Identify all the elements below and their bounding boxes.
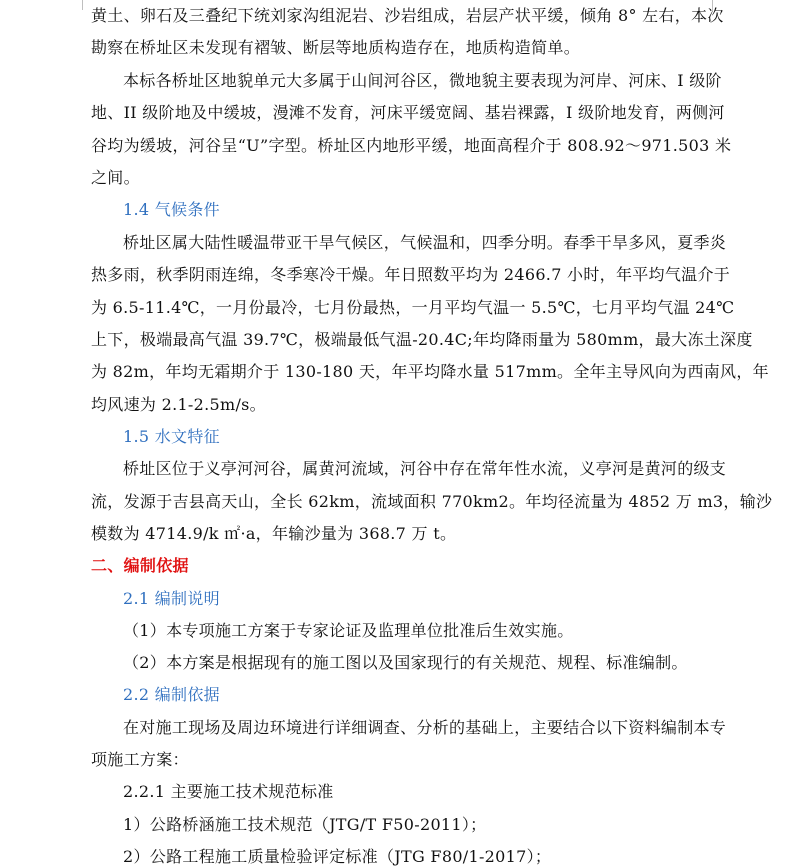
list-item: （1）本专项施工方案于专家论证及监理单位批准后生效实施。 <box>123 621 574 640</box>
paragraph-line: 之间。 <box>91 168 140 187</box>
margin-mark-left-vertical <box>82 0 83 10</box>
paragraph-line: 为 6.5-11.4℃，一月份最冷，七月份最热，一月平均气温一 5.5℃，七月平均气温 24℃ <box>91 298 735 317</box>
paragraph-line: 在对施工现场及周边环境进行详细调查、分析的基础上，主要结合以下资料编制本专 <box>123 718 727 737</box>
subheading-climate: 1.4 气候条件 <box>123 200 220 219</box>
list-item: 2）公路工程施工质量检验评定标准（JTG F80/1-2017）； <box>123 847 552 866</box>
paragraph-line: 流，发源于吉县高天山，全长 62km，流域面积 770km2。年均径流量为 4852 万 m3，输沙 <box>91 492 773 511</box>
section-heading: 二、编制依据 <box>91 556 189 575</box>
paragraph-line: 桥址区位于义亭河河谷，属黄河流域，河谷中存在常年性水流，义亭河是黄河的级支 <box>123 459 727 478</box>
subheading-standards: 2.2.1 主要施工技术规范标准 <box>123 782 334 801</box>
list-item: （2）本方案是根据现有的施工图以及国家现行的有关规范、规程、标准编制。 <box>123 653 688 672</box>
paragraph-line: 上下，极端最高气温 39.7℃，极端最低气温-20.4C;年均降雨量为 580mm，最大冻土深度 <box>91 330 753 349</box>
subheading-compilation-notes: 2.1 编制说明 <box>123 589 220 608</box>
paragraph-line: 项施工方案： <box>91 750 189 769</box>
paragraph-line: 均风速为 2.1-2.5m/s。 <box>91 395 266 414</box>
paragraph-line: 黄土、卵石及三叠纪下统刘家沟组泥岩、沙岩组成，岩层产状平缓，倾角 8° 左右，本次 <box>91 6 724 25</box>
paragraph-line: 为 82m，年均无霜期介于 130-180 天，年平均降水量 517mm。全年主导风向为西南风，年 <box>91 362 769 381</box>
paragraph-line: 桥址区属大陆性暖温带亚干旱气候区，气候温和，四季分明。春季干旱多风，夏季炎 <box>123 233 727 252</box>
paragraph-line: 地、II 级阶地及中缓坡，漫滩不发育，河床平缓宽阔、基岩裸露，I 级阶地发育，两侧河 <box>91 103 725 122</box>
paragraph-line: 模数为 4714.9/k ㎡·a，年输沙量为 368.7 万 t。 <box>91 524 457 543</box>
paragraph-line: 热多雨，秋季阴雨连绵，冬季寒冷干燥。年日照数平均为 2466.7 小时，年平均气温介于 <box>91 265 731 284</box>
paragraph-line: 谷均为缓坡，河谷呈“U”字型。桥址区内地形平缓，地面高程介于 808.92～971.503 米 <box>91 136 732 155</box>
paragraph-line: 本标各桥址区地貌单元大多属于山间河谷区，微地貌主要表现为河岸、河床、I 级阶 <box>123 71 722 90</box>
paragraph-line: 勘察在桥址区未发现有褶皱、断层等地质构造存在，地质构造简单。 <box>91 38 581 57</box>
list-item: 1）公路桥涵施工技术规范（JTG/T F50-2011）； <box>123 815 487 834</box>
subheading-compilation-basis: 2.2 编制依据 <box>123 685 220 704</box>
subheading-hydrology: 1.5 水文特征 <box>123 427 220 446</box>
